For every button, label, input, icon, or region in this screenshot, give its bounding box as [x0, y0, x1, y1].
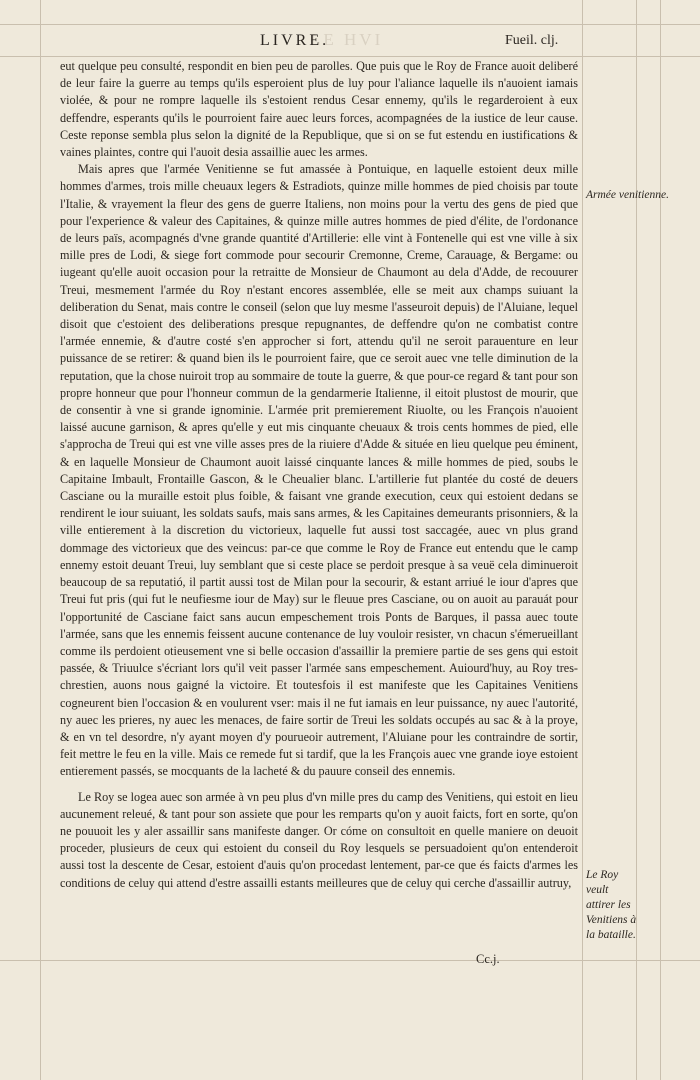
paragraph-3: Le Roy se logea auec son armée à vn peu plus d'vn mille pres du camp des Venitiens, qui estoit en lieu aucunement releué, & tant pour son assiete que pour les remparts qu'on y auoit faicts, fort en sorte, qu'on ne pouuoit les y aler assaillir sans manifeste danger. Or cóme on consultoit en quelle maniere on deuoit proceder, plusieurs de ceux qui estoient du conseil du Roy lesquels se persuadoient qu'on entenderoit aussi tost la descente de Cesar, estoient d'auis qu'on procedast lentement, par-ce que és faicts d'armes les conditions de celuy qui attend d'estre assailli estants meilleures que de celuy qui cerche d'assaillir autruy, — [60, 789, 578, 890]
left-rule — [40, 0, 41, 1080]
outer-rule — [660, 0, 661, 1080]
running-head: LIVRE. — [260, 32, 330, 49]
paragraph-1: eut quelque peu consulté, respondit en bien peu de parolles. Que puis que le Roy de France auoit deliberé de leur faire la guerre au temps qu'ils esperoient plus de luy pour l'aliance laquelle ils n'auoient iamais violée, & pour ne rompre laquelle ils s'estoient rendus Cesar ennemy, qu'ils le regarderoient à eux deffendre, esperants qu'ils le pourroient faire auec leurs forces, acompagnées de la iustice de leur cause. Ceste reponse sembla plus selon la dignité de la Republique, que si on se fut estendu en iustifications & vaines plaintes, contre qui l'auoit desia assaillie auec les armes. — [60, 59, 578, 160]
top-rule — [0, 24, 700, 25]
paragraph-2: Mais apres que l'armée Venitienne se fut amassée à Pontuique, en laquelle estoient deux mille hommes d'armes, trois mille cheuaux legers & Estradiots, quinze mille hommes de pied choisis par toute l'Italie, & vrayement la fleur des gens de guerre Italiens, non moins pour la vertu des gens de pied que pour l'experience & valeur des Capitaines, & quinze mille autres hommes de pied d'élite, de l'ordonance de leurs païs, acompagnés d'vne grande quantité d'Artillerie: elle vint à Fontenelle qui est vne ville à six mille pres de Lodi, & siege fort commode pour secourir Cremonne, Creme, Carauage, & Bergame: ou iugeant qu'elle auoit occasion pour la retraitte de Monsieur de Chaumont au dela d'Adde, de recouurer Treui, mesmement l'armée du Roy n'estant encores assemblée, elle se meit aux champs suiuant la deliberation du Senat, mais contre le conseil (selon que luy mesme l'asseuroit depuis) de l'Aluiane, lequel disoit que c'estoient des deliberations presque repugnantes, de deffendre qu'on ne combatist contre l'armée ennemie, & d'autre costé s'en approcher si fort, attendu qu'il ne seroit parauenture en leur puissance de se retirer: & quand bien ils le pourroient faire, que ce seroit auec vne telle diminution de la reputation, que la chose nuiroit trop au sommaire de toute la guerre, & que pour-ce regard & tant pour son propre honneur que pour l'honneur commun de la gendarmerie Italienne, il eitoit plustost de mourir, que de consentir à vne si grande ignominie. L'armée prit premierement Riuolte, ou les François n'auoient laissé aucune garnison, & apres qu'elle y eut mis cinquante cheuaux & trois cents hommes de pied, elle s'approcha de Treui qui est vne ville asses pres de la riuiere d'Adde & située en lieu quelque peu éminent, & en laquelle Monsieur de Chaumont auoit laissé cinquante lances & mille hommes de pied, soubs le Capitaine Imbault, Frontaille Gascon, & le Cheualier blanc. L'artillerie fut plantée du costé de deuers Casciane ou la muraille estoit plus foible, & faisant vne grande execution, ceux qui estoient dedans se rendirent le iour suiuant, les soldats saufs, mais sans armes, & les Capitaines demeurants prisonniers, & la ville entierement à la discretion du victorieux, laquelle fut aussi tost saccagée, auec vn plus grand dommage des victorieux que des veincus: par-ce que comme le Roy de France eut entendu que le camp ennemy estoit deuant Treui, luy semblant que si ceste place se perdoit presque à sa veuë cela diminueroit beaucoup de sa reputatió, il partit aussi tost de Milan pour la secourir, & estant arriué le iour d'apres que Treui fut pris (qui fut le neufiesme iour de May) sur le fleuue pres Casciane, ou on auoit au parauát pour l'opportunité de Casciane faict sans aucun empeschement trois Ponts de Barques, il passa auec toute l'armée, sans que les ennemis feissent aucune contenance de luy vouloir resister, vn chacun s'émerueillant comme ils perdoient otieusement vne si belle occasion d'assaillir la premiere partie de ses gens qui estoit passée, & Triuulce s'écriant lors qu'il veit passer l'armée sans empeschement. Auiourd'huy, au Roy tres-chrestien, auons nous gaigné la victoire. Et toutesfois il est manifeste que les Capitaines Venitiens cogneurent bien l'occasion & en voulurent vser: mais il ne fut iamais en leur puissance, ny auec l'autorité, ny auec les prieres, ny auec les menaces, de faire sortir de Treui les soldats occupés au sac & à la proye, & en vn tel desordre, n'y ayant moyen d'y pourueoir autrement, l'Aluiane pour les contraindre de sortir, feit mettre le feu en la ville. Mais ce remede fut si tardif, que la les François auec vne grande ioye estoient entierement passés, se mocquants de la lacheté & du pauure conseil des ennemis. — [60, 162, 578, 779]
margin-note-armee: Armée venitienne. — [586, 189, 670, 201]
header-rule — [0, 56, 700, 57]
folio-number: Fueil. clj. — [505, 33, 559, 48]
bottom-rule — [0, 960, 700, 961]
page-header — [60, 30, 580, 54]
margin-note-le-roy: Le Roy veult attirer les Venitiens à la bataille. — [586, 869, 637, 941]
main-text — [60, 58, 578, 892]
show-through-heading: LE HVI — [310, 30, 384, 49]
text-margin-rule — [582, 0, 583, 1080]
signature-mark: Cc.j. — [476, 952, 500, 966]
